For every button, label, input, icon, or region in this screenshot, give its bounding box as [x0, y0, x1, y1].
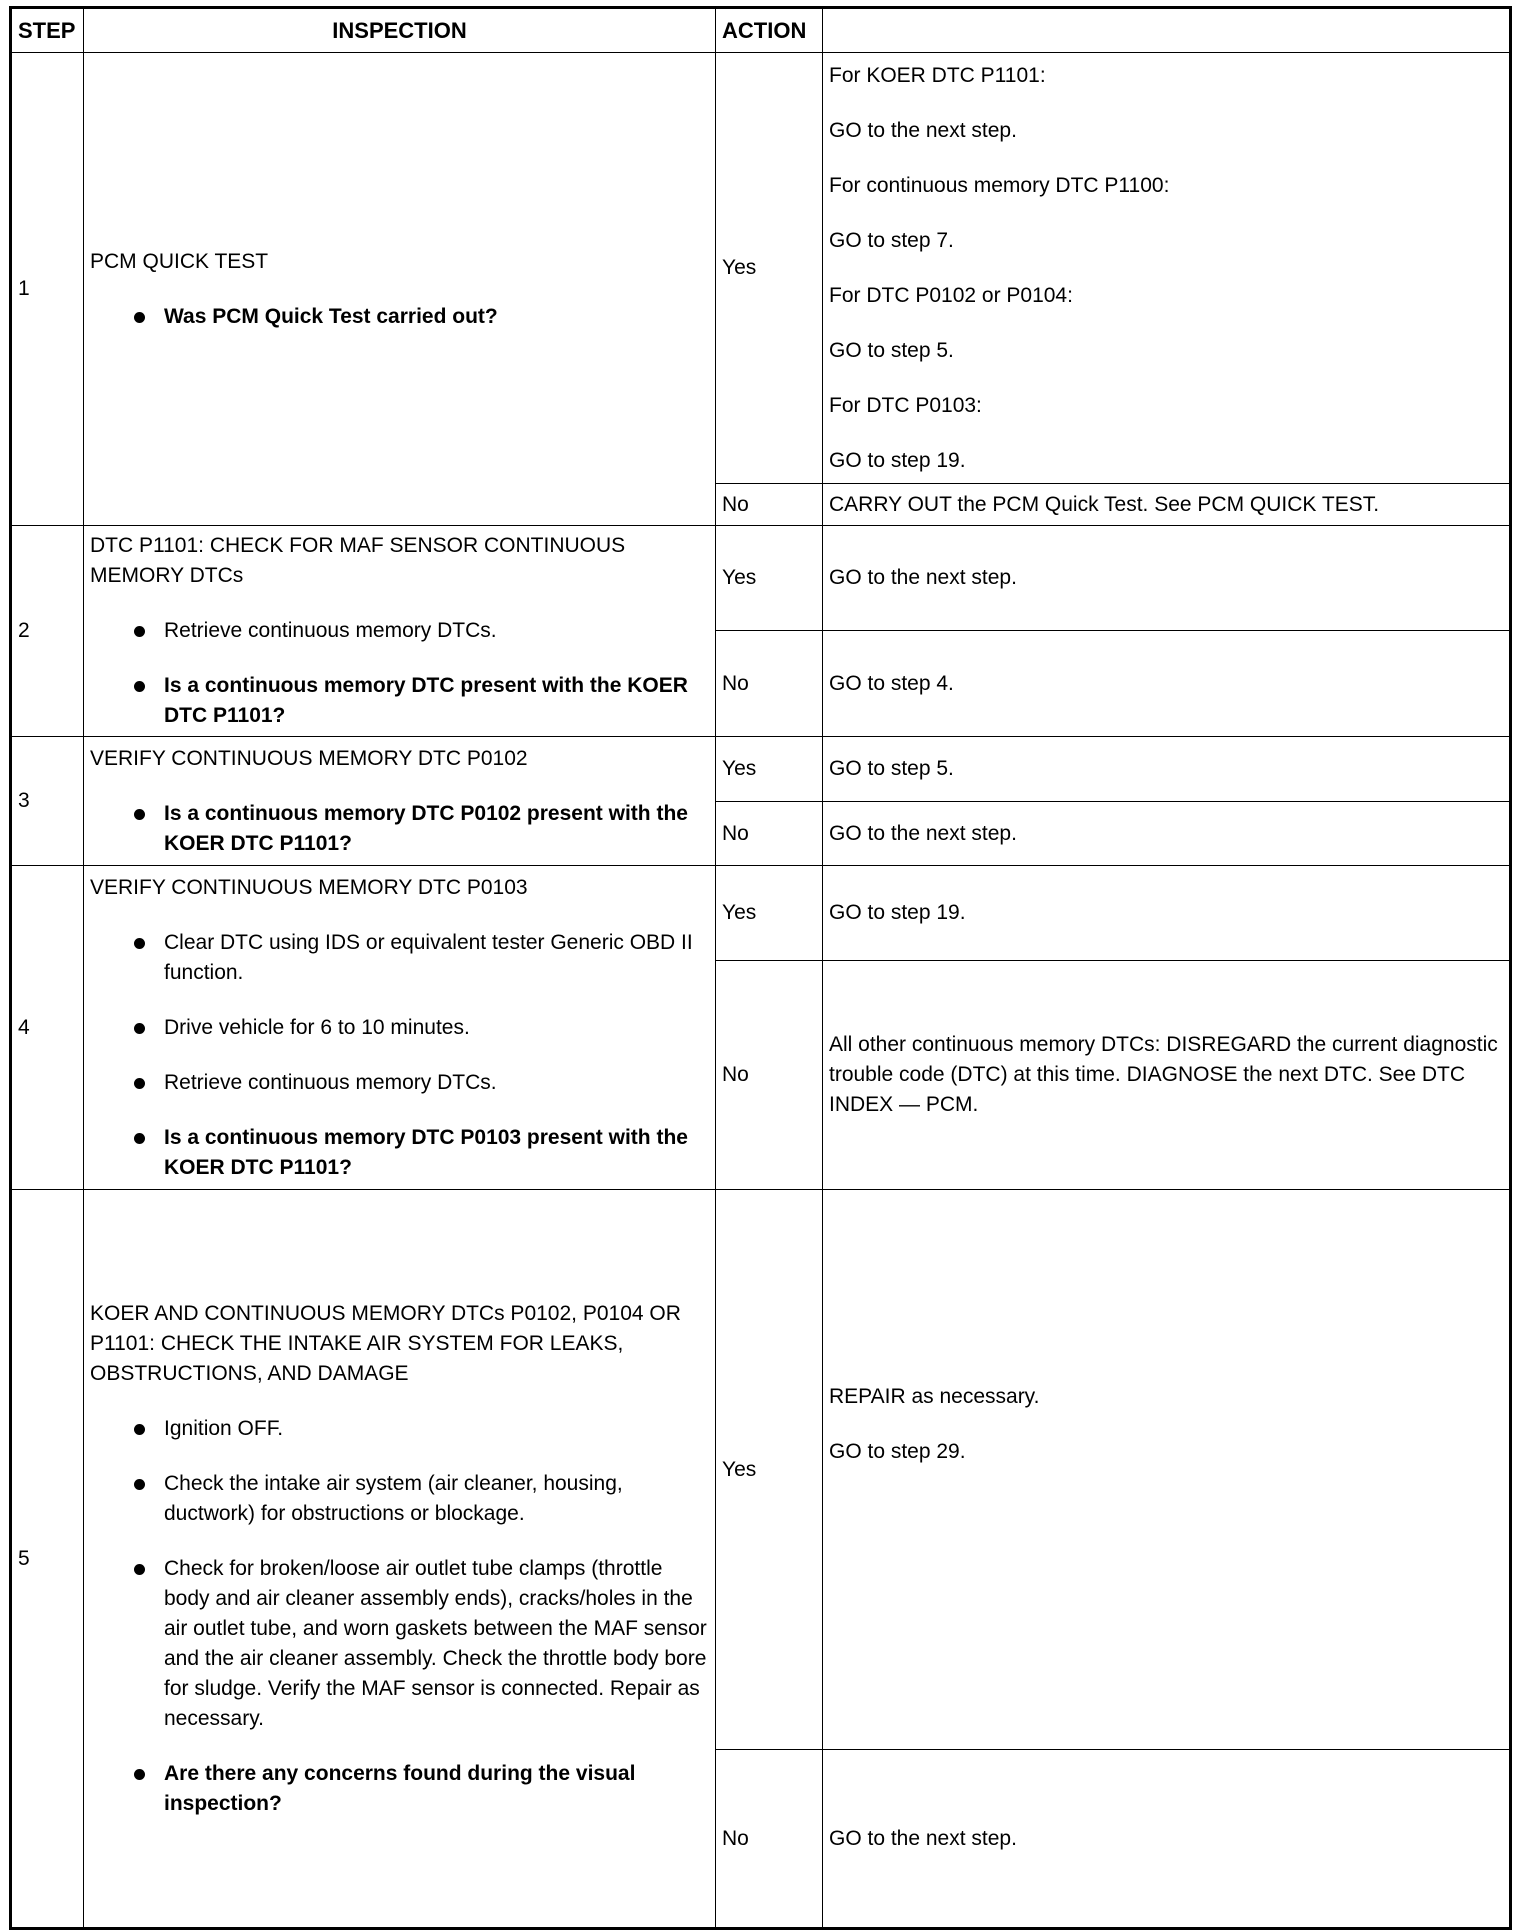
step-number: 5: [11, 1190, 84, 1929]
action-answer: Yes: [716, 526, 823, 631]
action-line: For continuous memory DTC P1100:: [829, 173, 1170, 197]
header-result: [823, 8, 1511, 53]
action-answer: No: [716, 631, 823, 737]
action-line: GO to step 19.: [829, 901, 966, 924]
inspection-bullet: Check the intake air system (air cleaner, housing, ductwork) for obstructions or blockage.: [164, 1469, 709, 1529]
action-answer: Yes: [716, 866, 823, 961]
inspection-bullet: Is a continuous memory DTC P0103 present with the KOER DTC P1101?: [164, 1123, 709, 1183]
step-number: 1: [11, 53, 84, 526]
action-answer: No: [716, 1750, 823, 1929]
action-line: For KOER DTC P1101:: [829, 63, 1046, 87]
action-answer: No: [716, 484, 823, 526]
inspection-cell: [84, 737, 716, 866]
action-line: GO to the next step.: [829, 118, 1017, 142]
inspection-bullet: Retrieve continuous memory DTCs.: [164, 1068, 709, 1098]
step-number: 4: [11, 866, 84, 1190]
table-row: [11, 737, 1511, 802]
table-row: [11, 1190, 1511, 1750]
inspection-bullet: Is a continuous memory DTC present with the KOER DTC P1101?: [164, 671, 709, 731]
action-result: [823, 526, 1511, 631]
action-result: [823, 866, 1511, 961]
action-line: GO to step 7.: [829, 228, 954, 252]
action-result: [823, 1190, 1511, 1750]
action-line: GO to step 5.: [829, 757, 954, 780]
inspection-bullet: Clear DTC using IDS or equivalent tester Generic OBD II function.: [164, 928, 709, 988]
header-inspection: INSPECTION: [84, 8, 716, 53]
inspection-bullet: Are there any concerns found during the visual inspection?: [164, 1759, 709, 1819]
table-row: [11, 526, 1511, 631]
inspection-bullet: Is a continuous memory DTC P0102 present with the KOER DTC P1101?: [164, 799, 709, 859]
inspection-bullets: [90, 616, 709, 731]
action-result: [823, 737, 1511, 802]
action-line: For DTC P0102 or P0104:: [829, 283, 1073, 307]
action-line: GO to step 19.: [829, 448, 966, 472]
inspection-title: DTC P1101: CHECK FOR MAF SENSOR CONTINUOUS MEMORY DTCs: [90, 534, 626, 587]
action-answer: Yes: [716, 1190, 823, 1750]
inspection-bullets: [90, 799, 709, 859]
header-row: [11, 8, 1511, 53]
inspection-bullet: Ignition OFF.: [164, 1414, 709, 1444]
inspection-bullets: [90, 928, 709, 1183]
action-answer: Yes: [716, 53, 823, 484]
action-result: [823, 802, 1511, 866]
action-line: All other continuous memory DTCs: DISREGARD the current diagnostic trouble code (DTC) at this time. DIAGNOSE the next DTC. See DTC INDEX — PCM.: [829, 1033, 1498, 1116]
action-line: CARRY OUT the PCM Quick Test. See PCM QUICK TEST.: [829, 492, 1380, 516]
inspection-bullet: Drive vehicle for 6 to 10 minutes.: [164, 1013, 709, 1043]
inspection-bullet: Check for broken/loose air outlet tube clamps (throttle body and air cleaner assembly ends), cracks/holes in the air outlet tube, and worn gaskets between the MAF sensor and the air cleaner assembly. Check the throttle body bore for sludge. Verify the MAF sensor is connected. Repair as necessary.: [164, 1554, 709, 1734]
action-answer: No: [716, 802, 823, 866]
action-result: [823, 484, 1511, 526]
action-line: GO to the next step.: [829, 821, 1017, 845]
inspection-bullet: Retrieve continuous memory DTCs.: [164, 616, 709, 646]
action-line: GO to step 5.: [829, 338, 954, 362]
action-line: GO to step 29.: [829, 1440, 966, 1463]
inspection-title: PCM QUICK TEST: [90, 249, 269, 273]
action-answer: No: [716, 961, 823, 1190]
header-action: ACTION: [716, 8, 823, 53]
table-row: [11, 53, 1511, 484]
action-line: For DTC P0103:: [829, 393, 982, 417]
action-line: GO to the next step.: [829, 1826, 1017, 1850]
action-line: REPAIR as necessary.: [829, 1385, 1040, 1408]
step-number: 3: [11, 737, 84, 866]
inspection-bullet: Was PCM Quick Test carried out?: [164, 302, 709, 332]
inspection-bullets: [90, 302, 709, 332]
action-result: [823, 1750, 1511, 1929]
table-row: [11, 866, 1511, 961]
diagnostic-table: [9, 6, 1512, 1930]
inspection-cell: [84, 53, 716, 526]
step-number: 2: [11, 526, 84, 737]
inspection-cell: [84, 1190, 716, 1929]
action-line: GO to step 4.: [829, 671, 954, 695]
action-answer: Yes: [716, 737, 823, 802]
action-result: [823, 961, 1511, 1190]
inspection-bullets: [90, 1414, 709, 1819]
inspection-cell: [84, 526, 716, 737]
inspection-cell: [84, 866, 716, 1190]
action-line: GO to the next step.: [829, 566, 1017, 589]
inspection-title: VERIFY CONTINUOUS MEMORY DTC P0102: [90, 746, 528, 770]
action-result: [823, 631, 1511, 737]
action-result: [823, 53, 1511, 484]
inspection-title: VERIFY CONTINUOUS MEMORY DTC P0103: [90, 875, 528, 899]
header-step: STEP: [11, 8, 84, 53]
inspection-title: KOER AND CONTINUOUS MEMORY DTCs P0102, P0104 OR P1101: CHECK THE INTAKE AIR SYSTEM FOR LEAKS, OBSTRUCTIONS, AND DAMAGE: [90, 1301, 681, 1385]
